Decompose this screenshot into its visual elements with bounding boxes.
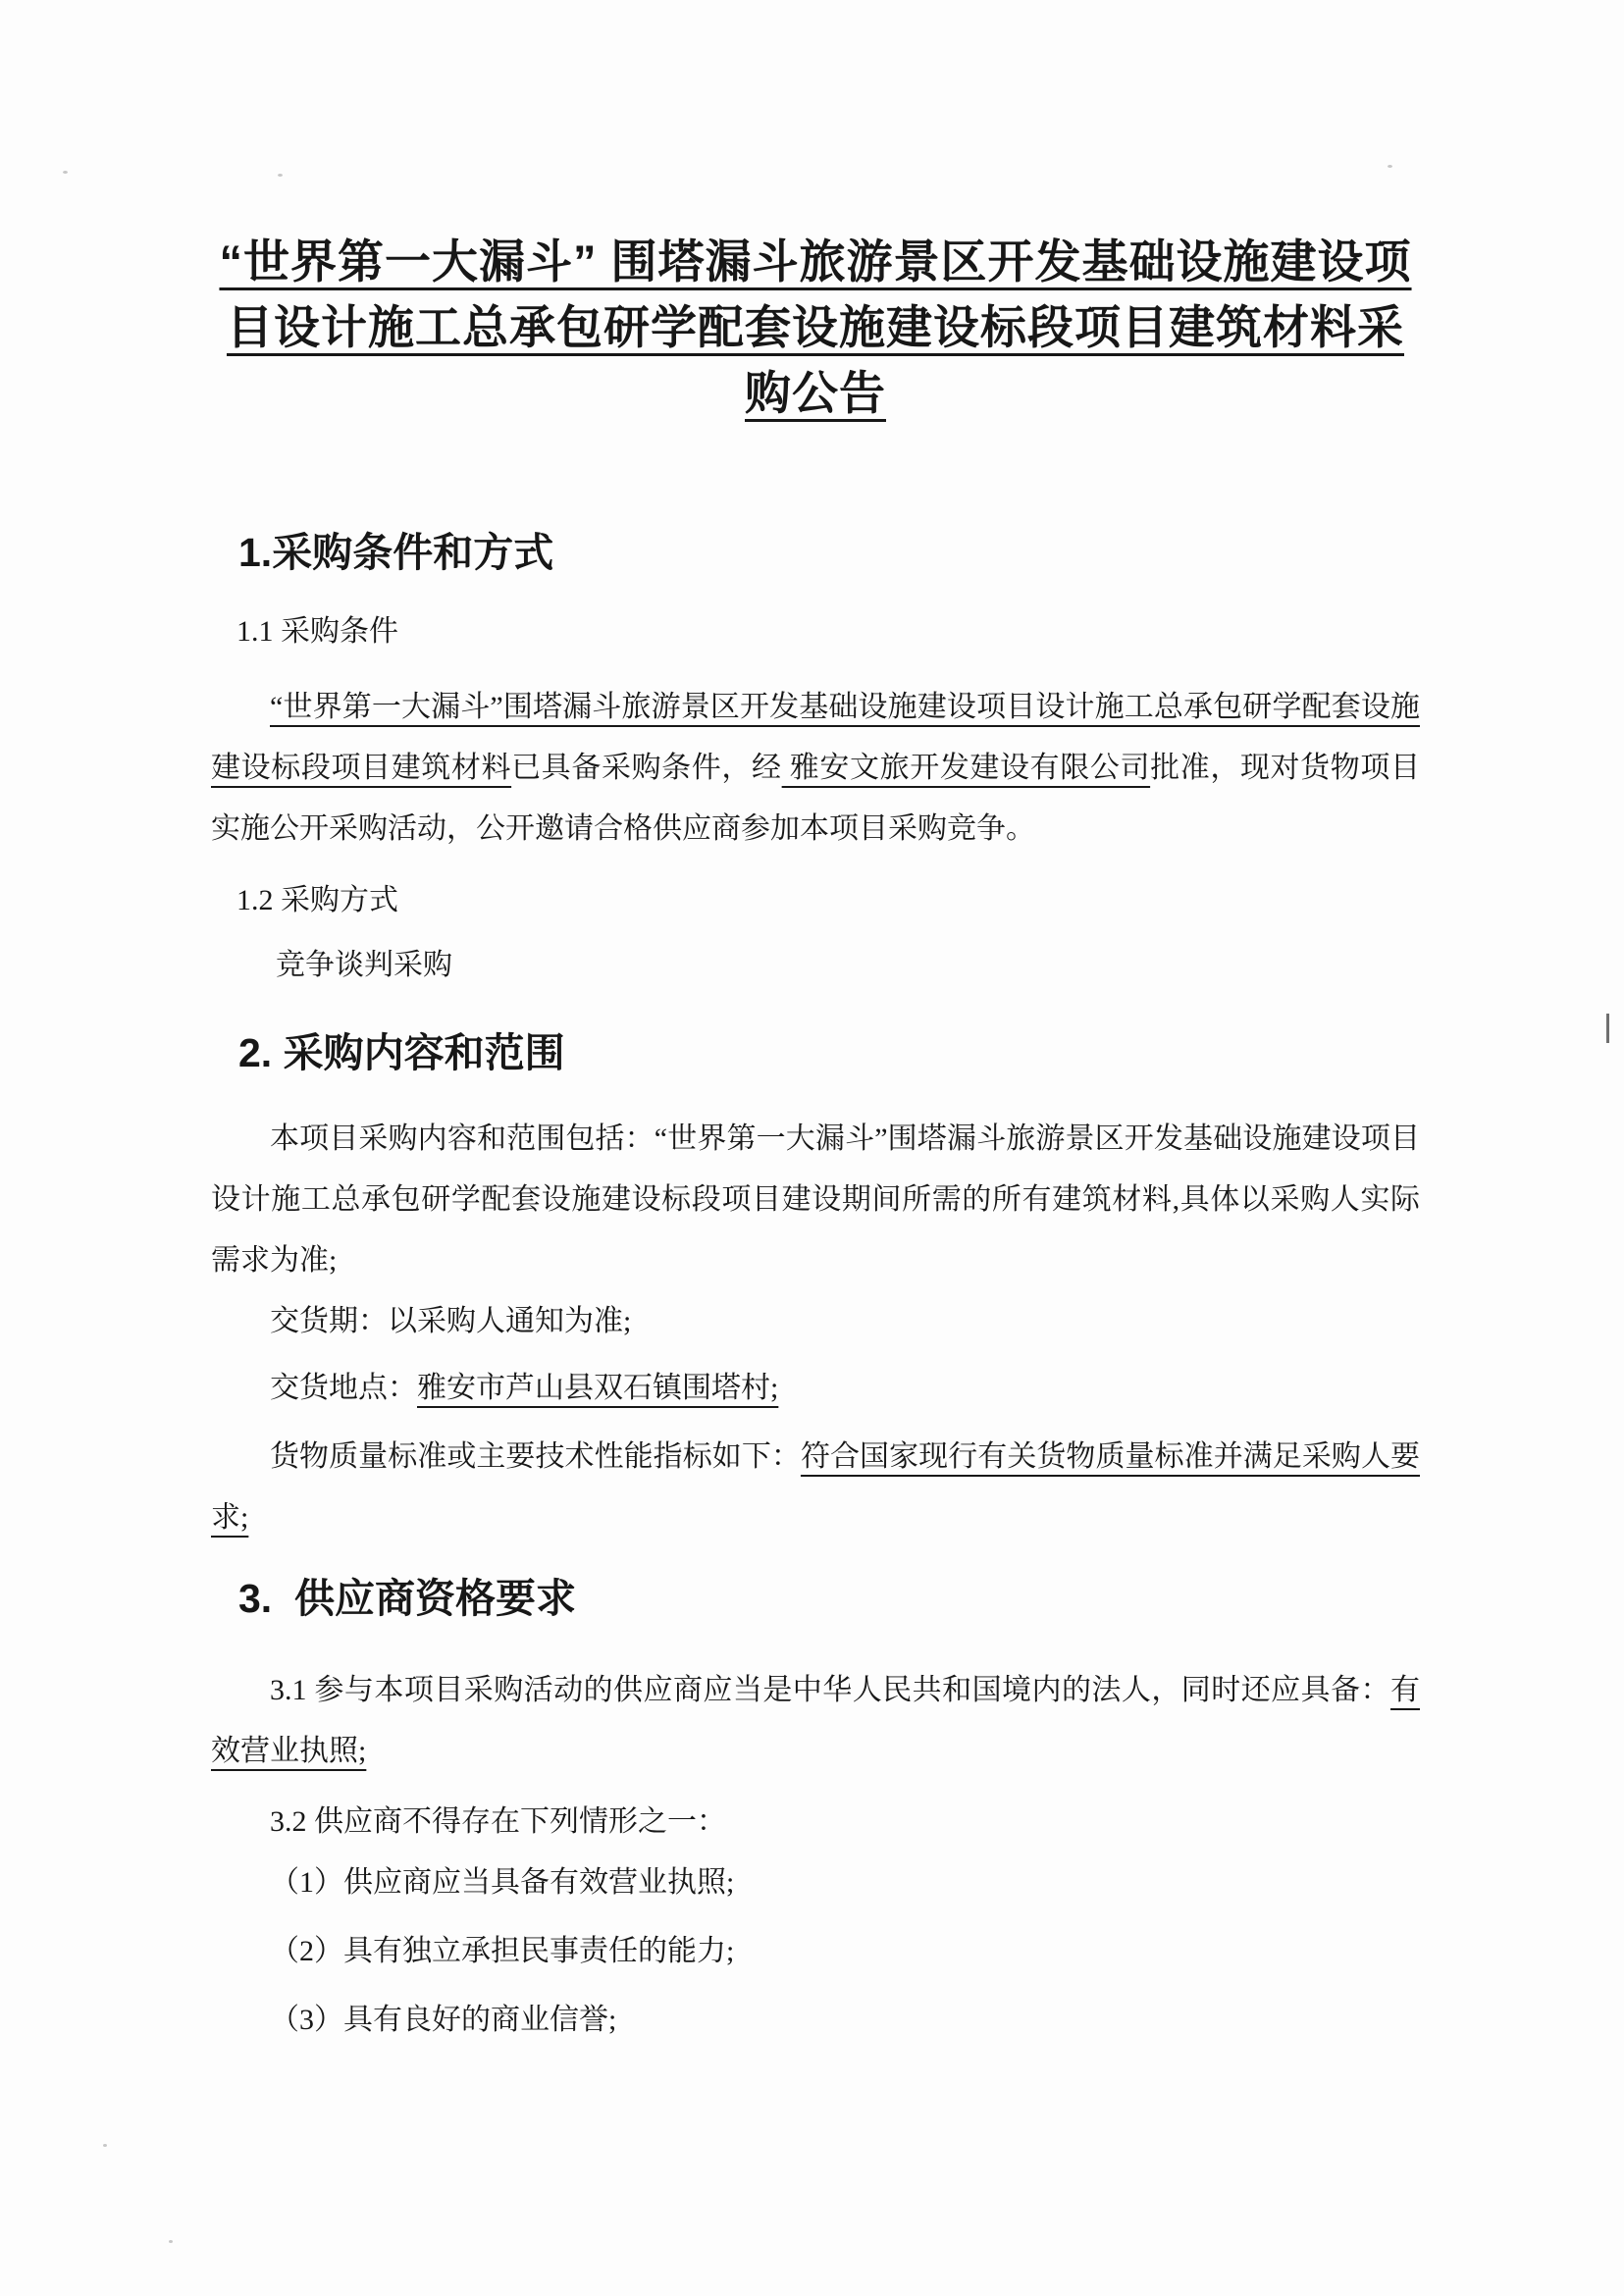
procurement-scope-paragraph: 本项目采购内容和范围包括：“世界第一大漏斗”围塔漏斗旅游景区开发基础设施建设项目设计施工总承包研学配套设施建设标段项目建设期间所需的所有建筑材料,具体以采购人实际需求为准; xyxy=(211,1122,1420,1277)
title-line-2: 目设计施工总承包研学配套设施建设标段项目建筑材料采 xyxy=(227,301,1404,353)
scan-speck xyxy=(1388,165,1392,168)
scan-speck xyxy=(63,171,68,174)
section-3-heading: 3. 供应商资格要求 xyxy=(238,1576,576,1621)
title-line-1: “世界第一大漏斗” 围塔漏斗旅游景区开发基础设施建设项 xyxy=(219,235,1412,287)
supplier-qualification-paragraph: 3.1 参与本项目采购活动的供应商应当是中华人民共和国境内的法人，同时还应具备：有效营业执照; xyxy=(211,1674,1420,1767)
list-item-2: （2）具有独立承担民事责任的能力; xyxy=(270,1935,735,1967)
section-2-heading: 2. 采购内容和范围 xyxy=(238,1030,565,1075)
scan-speck xyxy=(103,2144,107,2147)
list-item-3: （3）具有良好的商业信誉; xyxy=(270,2004,617,2036)
procurement-conditions-paragraph: “世界第一大漏斗”围塔漏斗旅游景区开发基础设施建设项目设计施工总承包研学配套设施建设标段项目建筑材料已具备采购条件，经 雅安文旅开发建设有限公司批准，现对货物项目实施公开采购活动，公开邀请合格供应商参加本项目采购竞争。 xyxy=(211,691,1421,845)
title-line-3: 购公告 xyxy=(745,367,886,419)
delivery-location-line: 交货地点：雅安市芦山县双石镇围塔村; xyxy=(270,1372,779,1404)
subsection-1-1-label: 1.1 采购条件 xyxy=(236,615,398,648)
procurement-method-text: 竞争谈判采购 xyxy=(276,949,452,981)
subsection-1-2-label: 1.2 采购方式 xyxy=(236,884,398,916)
quality-standard-paragraph: 货物质量标准或主要技术性能指标如下：符合国家现行有关货物质量标准并满足采购人要求; xyxy=(211,1440,1421,1534)
section-1-heading: 1.采购条件和方式 xyxy=(238,530,554,575)
scan-speck xyxy=(169,2240,173,2243)
list-item-1: （1）供应商应当具备有效营业执照; xyxy=(270,1866,735,1899)
delivery-time-line: 交货期：以采购人通知为准; xyxy=(270,1305,632,1337)
scan-speck xyxy=(278,174,283,177)
supplier-restriction-intro: 3.2 供应商不得存在下列情形之一： xyxy=(270,1805,726,1838)
document-title xyxy=(211,229,1420,426)
scan-artifact-dash xyxy=(1606,1014,1609,1043)
document-content xyxy=(211,0,1420,2051)
